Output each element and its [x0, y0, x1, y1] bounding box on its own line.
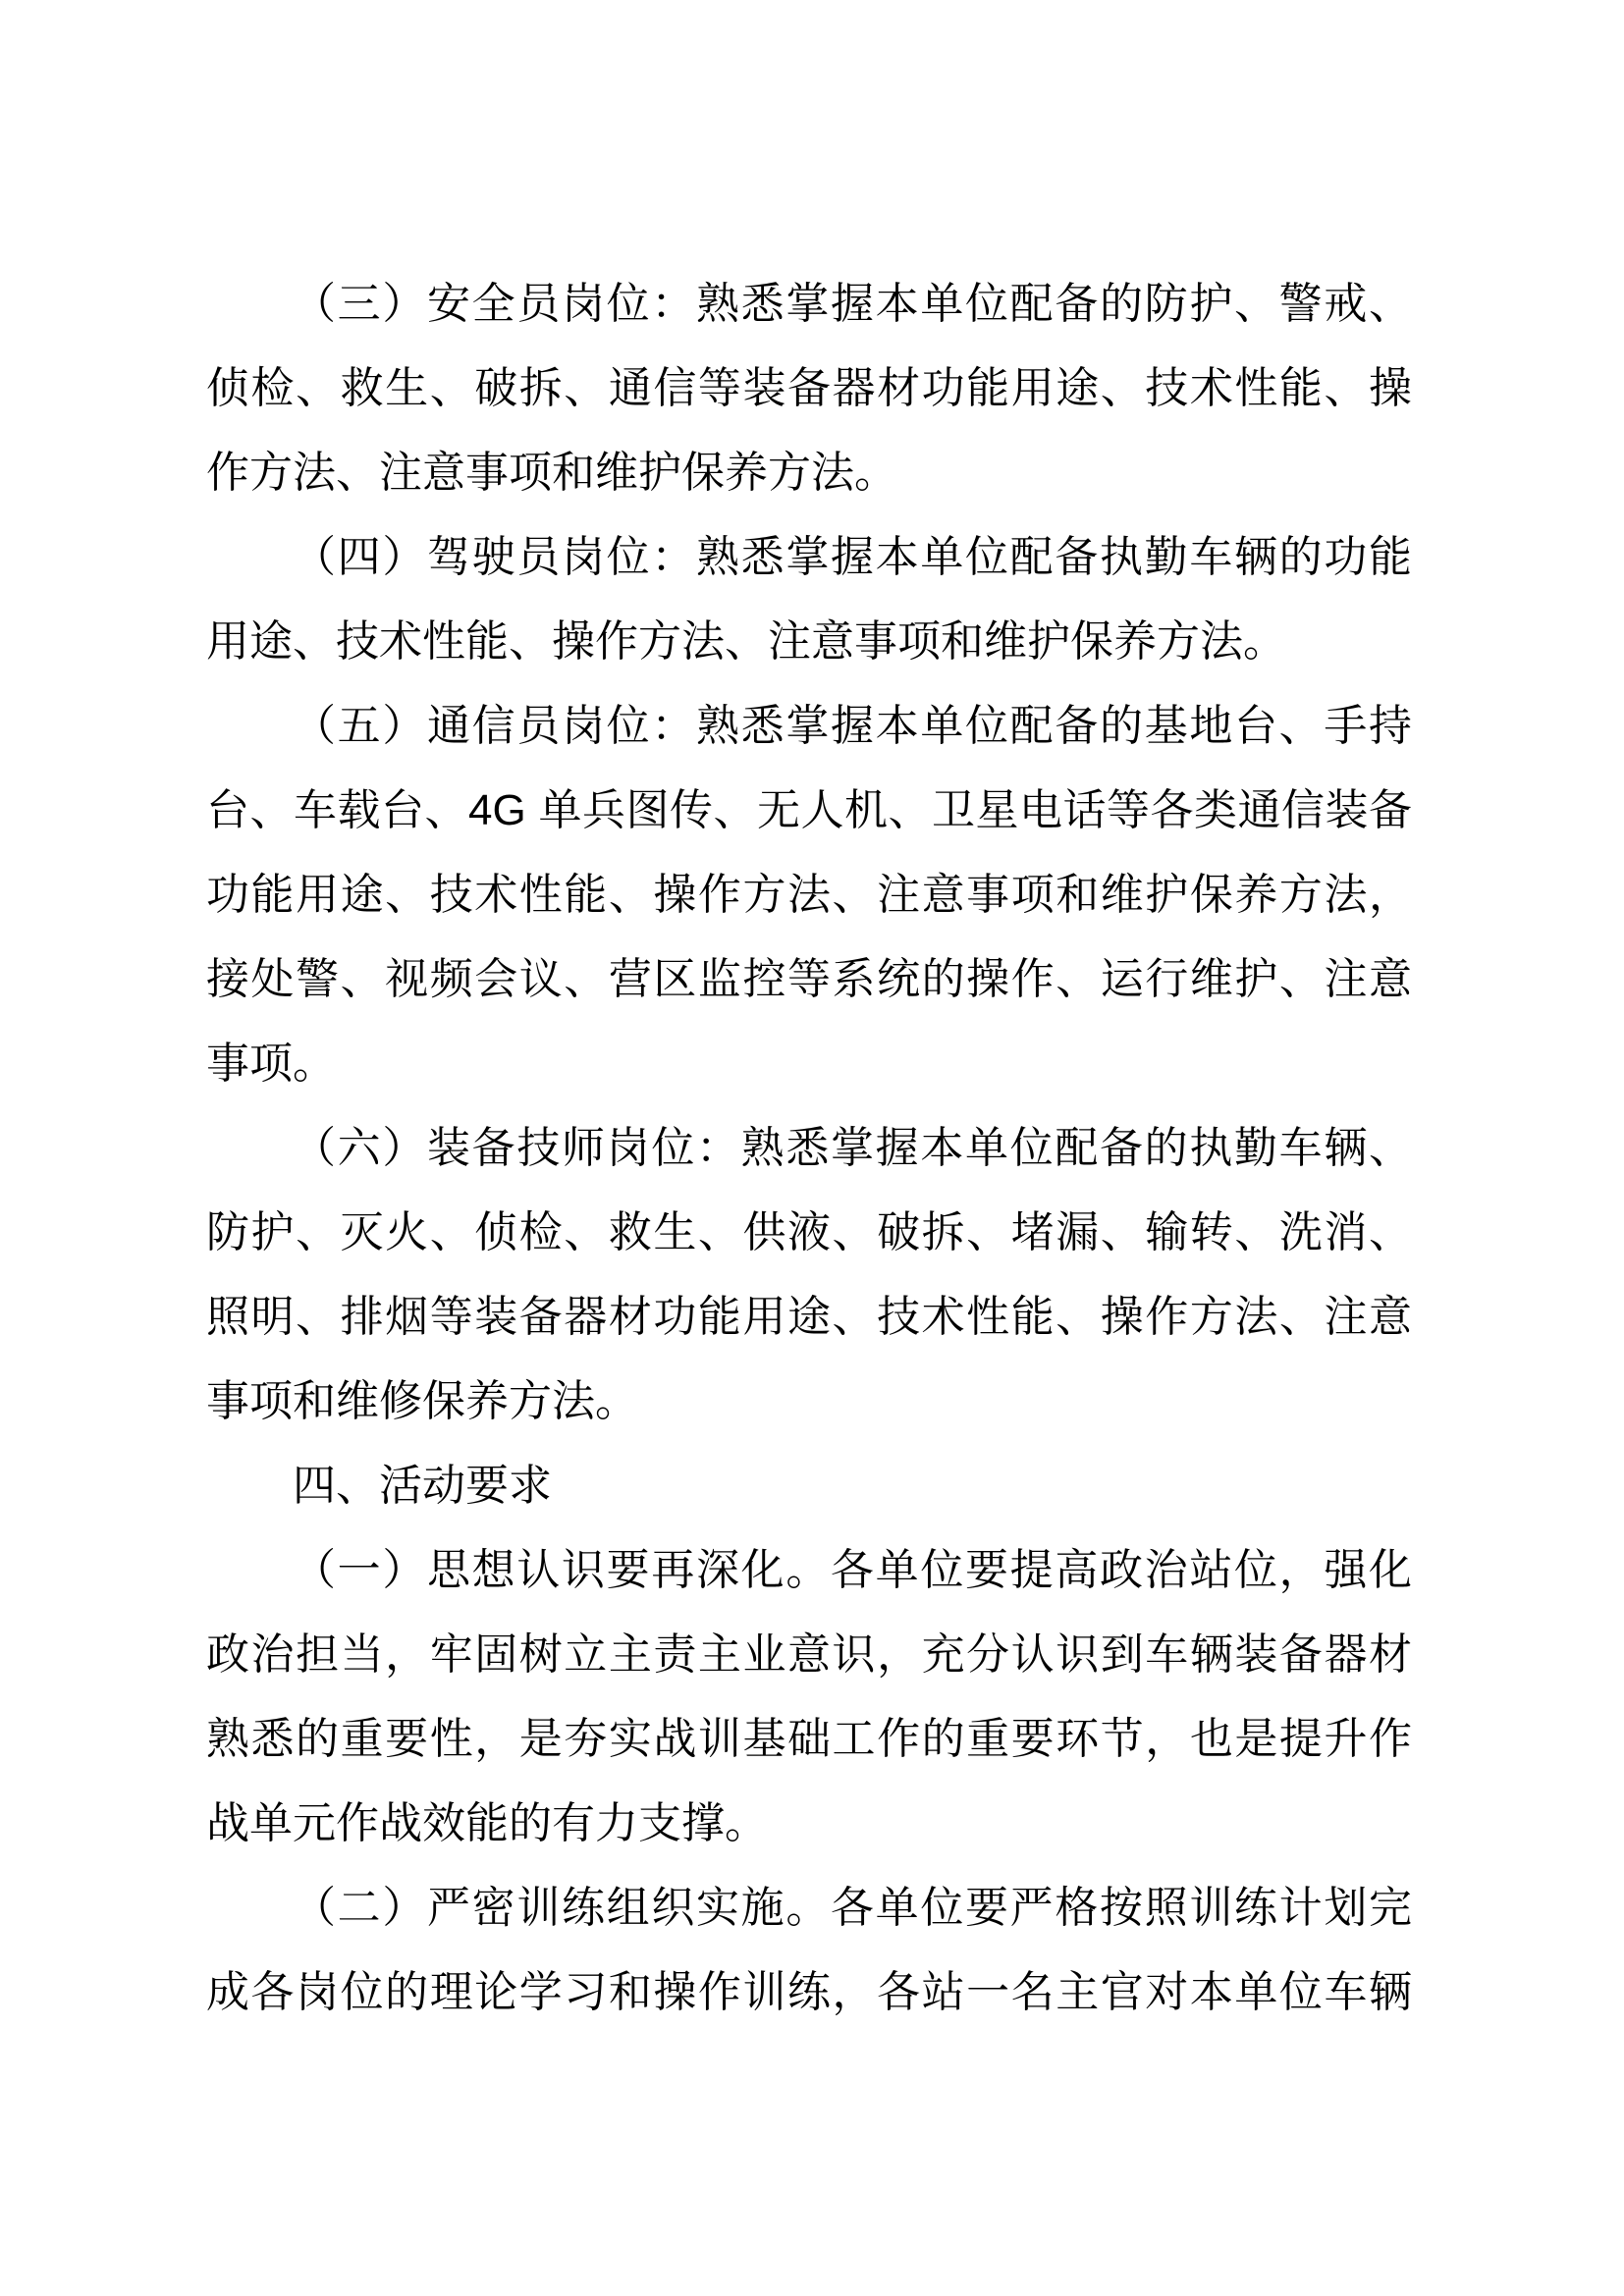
text-line: （五）通信员岗位：熟悉掌握本单位配备的基地台、手持	[293, 702, 1412, 750]
section-heading-line: 四、活动要求	[293, 1462, 552, 1510]
text-line: 熟悉的重要性，是夯实战训基础工作的重要环节，也是提升作	[206, 1715, 1412, 1763]
document-text-block	[206, 262, 1412, 2035]
text-line: 事项和维修保养方法。	[206, 1377, 638, 1425]
text-line: （三）安全员岗位：熟悉掌握本单位配备的防护、警戒、	[293, 280, 1412, 328]
text-line: 防护、灭火、侦检、救生、供液、破拆、堵漏、输转、洗消、	[206, 1208, 1412, 1256]
text-line: 功能用途、技术性能、操作方法、注意事项和维护保养方法，	[206, 871, 1412, 919]
text-line: 照明、排烟等装备器材功能用途、技术性能、操作方法、注意	[206, 1293, 1412, 1341]
text-line: 台、车载台、4G 单兵图传、无人机、卫星电话等各类通信装备	[206, 786, 1412, 834]
text-line: （一）思想认识要再深化。各单位要提高政治站位，强化	[293, 1546, 1412, 1594]
text-line: 接处警、视频会议、营区监控等系统的操作、运行维护、注意	[206, 955, 1412, 1003]
text-line: 用途、技术性能、操作方法、注意事项和维护保养方法。	[206, 617, 1286, 666]
text-line: （二）严密训练组织实施。各单位要严格按照训练计划完	[293, 1884, 1412, 1932]
text-line: （四）驾驶员岗位：熟悉掌握本单位配备执勤车辆的功能	[293, 533, 1412, 581]
text-line: 事项。	[206, 1040, 336, 1088]
text-line: 侦检、救生、破拆、通信等装备器材功能用途、技术性能、操	[206, 364, 1412, 412]
text-line: 政治担当，牢固树立主责主业意识，充分认识到车辆装备器材	[206, 1630, 1412, 1679]
text-line: （六）装备技师岗位：熟悉掌握本单位配备的执勤车辆、	[293, 1124, 1412, 1172]
text-line: 战单元作战效能的有力支撑。	[206, 1799, 768, 1847]
text-line: 成各岗位的理论学习和操作训练，各站一名主官对本单位车辆	[206, 1968, 1412, 2016]
text-line: 作方法、注意事项和维护保养方法。	[206, 449, 897, 497]
